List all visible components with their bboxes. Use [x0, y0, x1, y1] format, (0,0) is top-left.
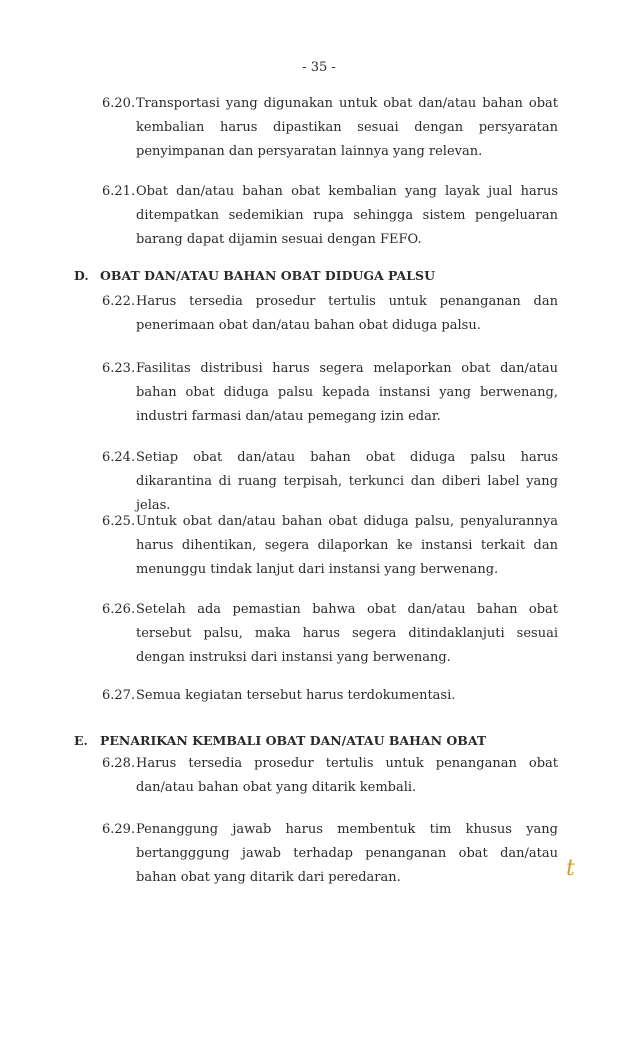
page-number: - 35 -	[302, 60, 336, 75]
item-text: Setiap obat dan/atau bahan obat diduga palsu harus dikarantina di ruang terpisah, terkunci dan diberi label yang jelas.	[136, 450, 558, 513]
item-text: Obat dan/atau bahan obat kembalian yang layak jual harus ditempatkan sedemikian rupa sehingga sistem pengeluaran barang dapat dijamin sesuai dengan FEFO.	[136, 184, 558, 247]
item-number: 6.26.	[102, 602, 136, 617]
item-text: Fasilitas distribusi harus segera melaporkan obat dan/atau bahan obat diduga palsu kepada instansi yang berwenang, industri farmasi dan/atau pemegang izin edar.	[136, 361, 558, 424]
item-number: 6.23.	[102, 361, 136, 376]
section-letter: D.	[74, 268, 89, 283]
item-text: Transportasi yang digunakan untuk obat dan/atau bahan obat kembalian harus dipastikan sesuai dengan persyaratan penyimpanan dan persyaratan lainnya yang relevan.	[136, 96, 558, 159]
item-text: Setelah ada pemastian bahwa obat dan/atau bahan obat tersebut palsu, maka harus segera ditindaklanjuti sesuai dengan instruksi dari instansi yang berwenang.	[136, 602, 558, 665]
item-text: Harus tersedia prosedur tertulis untuk penanganan dan penerimaan obat dan/atau bahan obat diduga palsu.	[136, 294, 558, 333]
item-number: 6.29.	[102, 822, 136, 837]
item-number: 6.20.	[102, 96, 136, 111]
item-number: 6.21.	[102, 184, 136, 199]
item-number: 6.22.	[102, 294, 136, 309]
item-text: Penanggung jawab harus membentuk tim khusus yang bertangggung jawab terhadap penanganan obat dan/atau bahan obat yang ditarik dari peredaran.	[136, 822, 558, 885]
item-number: 6.28.	[102, 756, 136, 771]
item-6-21	[102, 180, 558, 252]
item-6-29	[102, 818, 558, 890]
item-6-27	[102, 684, 558, 708]
item-text: Harus tersedia prosedur tertulis untuk penanganan obat dan/atau bahan obat yang ditarik kembali.	[136, 756, 558, 795]
item-6-24	[102, 446, 558, 518]
item-6-23	[102, 357, 558, 429]
handwritten-initial: t	[566, 856, 575, 881]
item-text: Untuk obat dan/atau bahan obat diduga palsu, penyalurannya harus dihentikan, segera dilaporkan ke instansi terkait dan menunggu tindak lanjut dari instansi yang berwenang.	[136, 514, 558, 577]
item-6-22	[102, 290, 558, 338]
item-number: 6.24.	[102, 450, 136, 465]
section-letter: E.	[74, 733, 88, 748]
item-number: 6.27.	[102, 688, 136, 703]
section-heading-e	[74, 733, 486, 748]
item-6-25	[102, 510, 558, 582]
section-title: PENARIKAN KEMBALI OBAT DAN/ATAU BAHAN OBAT	[100, 733, 487, 748]
item-6-20	[102, 92, 558, 164]
section-heading-d	[74, 268, 435, 283]
item-6-28	[102, 752, 558, 800]
item-6-26	[102, 598, 558, 670]
item-text: Semua kegiatan tersebut harus terdokumentasi.	[136, 688, 456, 703]
item-number: 6.25.	[102, 514, 136, 529]
section-title: OBAT DAN/ATAU BAHAN OBAT DIDUGA PALSU	[100, 268, 435, 283]
